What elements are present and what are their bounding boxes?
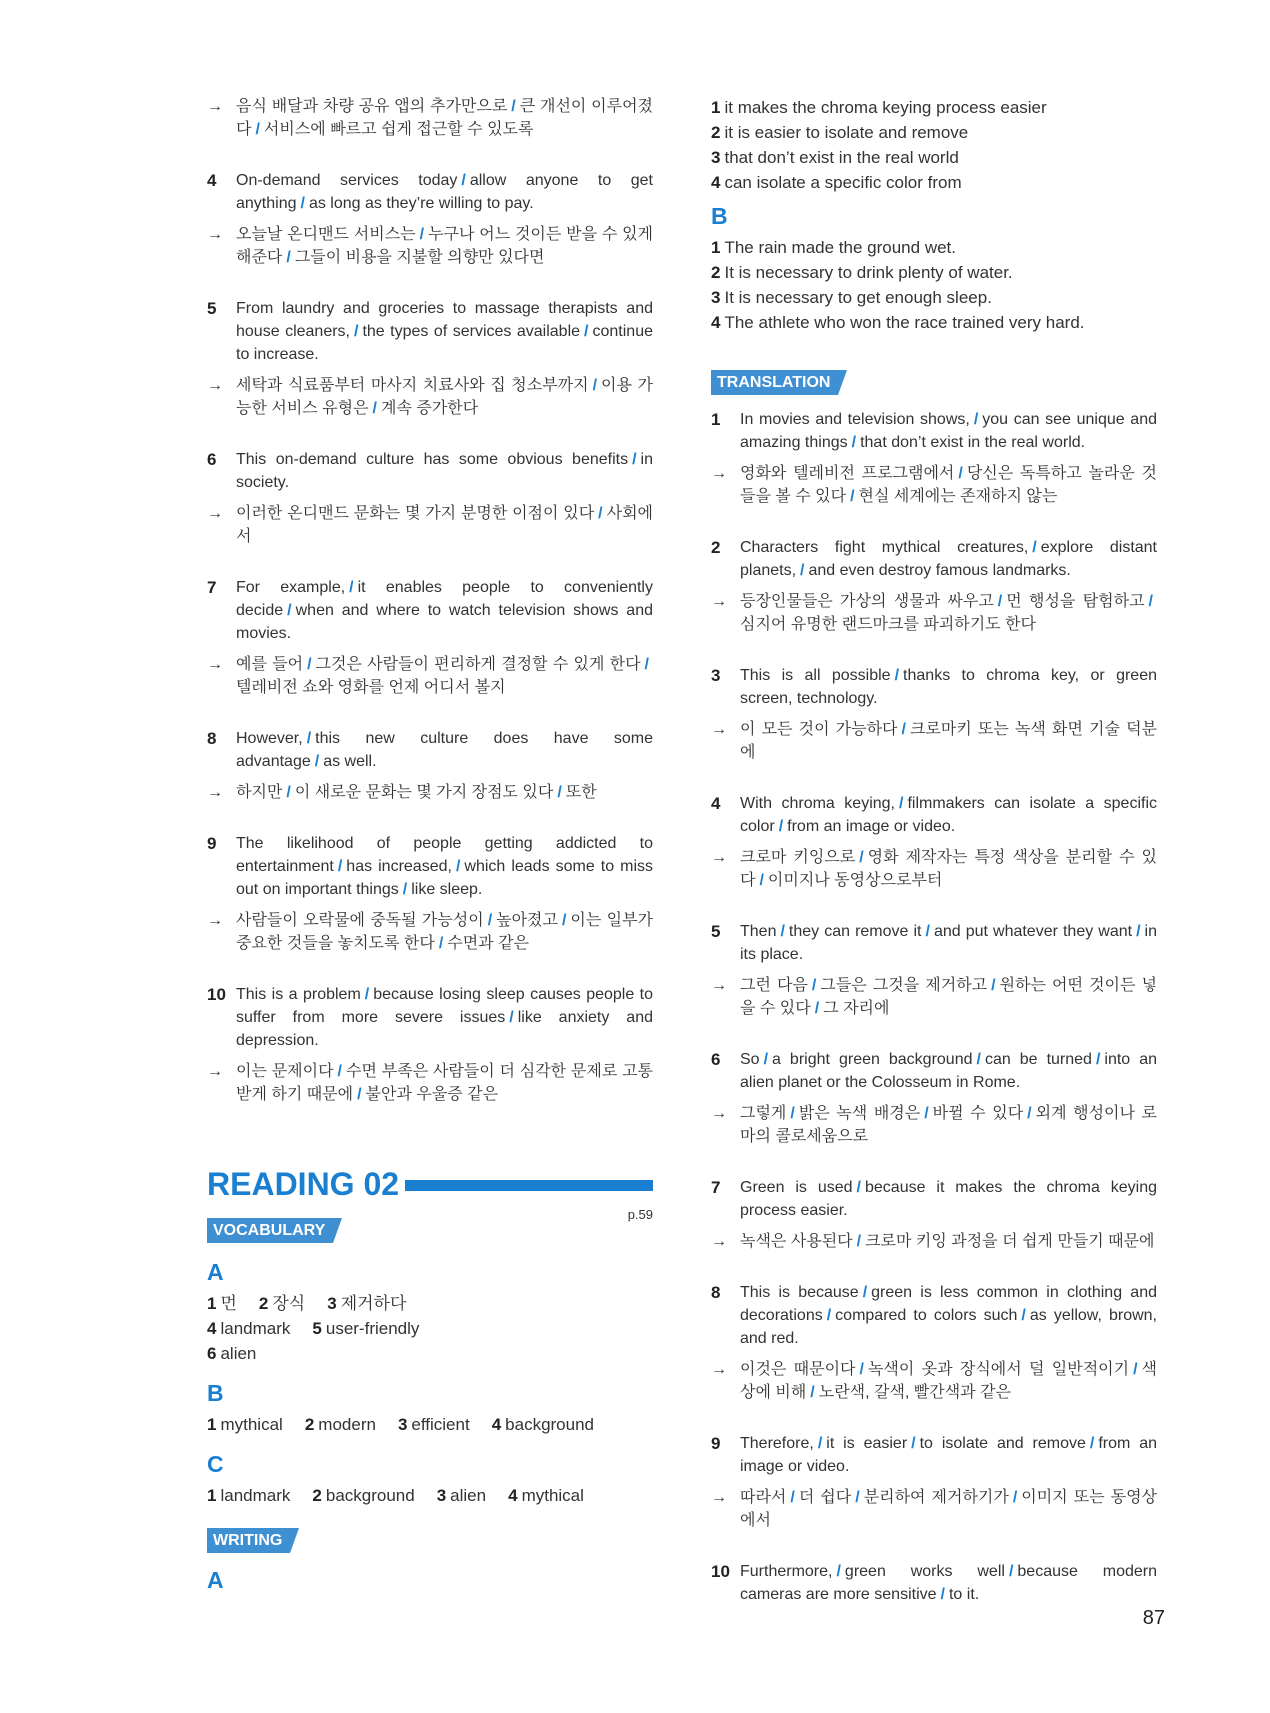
- answer-line: 4 The athlete who won the race trained very hard.: [711, 313, 1085, 332]
- slash-separator: /: [778, 818, 784, 835]
- korean-translation: → 이러한 온디맨드 문화는 몇 가지 분명한 이점이 있다 / 사회에서: [207, 502, 653, 548]
- slash-separator: /: [790, 1489, 795, 1506]
- korean-translation: → 그렇게 / 밝은 녹색 배경은 / 바뀔 수 있다 / 외계 행성이나 로마의 콜로세움으로: [711, 1102, 1157, 1148]
- slash-separator: /: [1089, 1435, 1095, 1452]
- answer-line: 2 it is easier to isolate and remove: [711, 123, 969, 142]
- slash-separator: /: [763, 1051, 769, 1068]
- slash-separator: /: [991, 977, 996, 994]
- vocab-a-row: [207, 1291, 653, 1341]
- vocab-c-heading: C: [207, 1451, 224, 1477]
- left-translation-list: [207, 95, 653, 1106]
- vocab-b-row: [207, 1412, 653, 1437]
- slash-separator: /: [973, 411, 979, 428]
- slash-separator: /: [354, 323, 359, 340]
- slash-separator: /: [859, 1361, 864, 1378]
- slash-separator: /: [306, 730, 312, 747]
- writing-b-heading: B: [711, 203, 728, 229]
- slash-separator: /: [924, 1105, 929, 1122]
- item-number: 10: [207, 985, 226, 1004]
- slash-separator: /: [899, 795, 904, 812]
- vocab-answer: 1 먼: [207, 1294, 237, 1313]
- slash-separator: /: [632, 451, 637, 468]
- slash-separator: /: [997, 593, 1003, 610]
- vocab-answer: 1 mythical: [207, 1415, 283, 1434]
- slash-separator: /: [286, 249, 291, 266]
- arrow-icon: →: [207, 656, 223, 673]
- korean-translation: → 영화와 텔레비전 프로그램에서 / 당신은 독특하고 놀라운 것들을 볼 수 있다 / 현실 세계에는 존재하지 않는: [711, 462, 1157, 508]
- vocab-answer: 4 landmark: [207, 1319, 291, 1338]
- item-number: 7: [711, 1178, 721, 1197]
- writing-b-answers: [711, 235, 1157, 335]
- slash-separator: /: [286, 784, 291, 801]
- sentence-item: [711, 1560, 1157, 1606]
- arrow-icon: →: [711, 721, 727, 738]
- arrow-icon: →: [207, 1063, 223, 1080]
- english-sentence: This is a problem / because losing sleep causes people to suffer from more severe issues / like anxiety and depression.: [236, 986, 654, 1049]
- slash-separator: /: [759, 872, 764, 889]
- sentence-item: [711, 536, 1157, 636]
- item-number: 9: [207, 834, 217, 853]
- slash-separator: /: [337, 858, 343, 875]
- slash-separator: /: [561, 912, 567, 929]
- vocab-answer: 6 alien: [207, 1344, 257, 1363]
- slash-separator: /: [1148, 593, 1153, 610]
- slash-separator: /: [851, 434, 857, 451]
- slash-separator: /: [644, 656, 649, 673]
- slash-separator: /: [911, 1435, 916, 1452]
- korean-translation: → 하지만 / 이 새로운 문화는 몇 가지 장점도 있다 / 또한: [207, 781, 653, 804]
- item-number: 1: [711, 410, 721, 429]
- korean-translation: → 이는 문제이다 / 수면 부족은 사람들이 더 심각한 문제로 고통받게 하기 때문에 / 불안과 우울증 같은: [207, 1060, 653, 1106]
- page-reference: p.59: [627, 1207, 653, 1222]
- slash-separator: /: [598, 505, 603, 522]
- sentence-item: [711, 920, 1157, 1020]
- english-sentence: The likelihood of people getting addicted to entertainment / has increased, / which leads some to miss out on important things / like sleep.: [236, 835, 653, 898]
- sentence-item: [207, 832, 653, 955]
- answer-line: 3 It is necessary to get enough sleep.: [711, 288, 992, 307]
- arrow-icon: →: [711, 1361, 727, 1378]
- writing-a-heading: A: [207, 1567, 224, 1593]
- arrow-icon: →: [207, 226, 223, 243]
- page-number: 87: [1142, 1607, 1165, 1629]
- item-number: 10: [711, 1562, 730, 1581]
- vocab-answer: 3 제거하다: [327, 1294, 407, 1313]
- answer-line: 1 The rain made the ground wet.: [711, 238, 956, 257]
- slash-separator: /: [894, 667, 900, 684]
- title-bar: [405, 1180, 653, 1191]
- sentence-item: [711, 1048, 1157, 1148]
- english-sentence: So / a bright green background / can be turned / into an alien planet or the Colosseum in Rome.: [740, 1051, 1158, 1091]
- korean-translation: → 크로마 키잉으로 / 영화 제작자는 특정 색상을 분리할 수 있다 / 이미지나 동영상으로부터: [711, 846, 1157, 892]
- left-column: [207, 95, 653, 1599]
- vocab-a-row-2: [207, 1341, 653, 1366]
- sentence-item: [711, 1176, 1157, 1253]
- slash-separator: /: [461, 172, 466, 189]
- slash-separator: /: [836, 1563, 841, 1580]
- slash-separator: /: [455, 858, 461, 875]
- slash-separator: /: [364, 986, 370, 1003]
- item-number: 8: [711, 1283, 721, 1302]
- slash-separator: /: [814, 1000, 820, 1017]
- sentence-item: [207, 727, 653, 804]
- vocab-answer: 2 background: [312, 1486, 415, 1505]
- sentence-item: [711, 408, 1157, 508]
- slash-separator: /: [419, 226, 425, 243]
- answer-number: 3: [711, 288, 721, 307]
- item-number: 4: [207, 171, 217, 190]
- arrow-icon: →: [711, 1233, 727, 1250]
- arrow-icon: →: [711, 1489, 727, 1506]
- right-column: [711, 95, 1157, 1606]
- sentence-item: [207, 95, 653, 141]
- korean-translation: → 음식 배달과 차량 공유 앱의 추가만으로 / 큰 개선이 이루어졌다 / 서비스에 빠르고 쉽게 접근할 수 있도록: [207, 95, 653, 141]
- english-sentence: Therefore, / it is easier / to isolate and remove / from an image or video.: [740, 1435, 1157, 1475]
- vocab-b-heading: B: [207, 1380, 224, 1406]
- english-sentence: However, / this new culture does have some advantage / as well.: [236, 730, 653, 770]
- answer-line: 1 it makes the chroma keying process easier: [711, 98, 1047, 117]
- slash-separator: /: [1012, 1489, 1018, 1506]
- slash-separator: /: [592, 377, 598, 394]
- english-sentence: In movies and television shows, / you can see unique and amazing things / that don’t exist in the real world.: [740, 411, 1157, 451]
- korean-translation: → 녹색은 사용된다 / 크로마 키잉 과정을 더 쉽게 만들기 때문에: [711, 1230, 1157, 1253]
- korean-translation: → 따라서 / 더 쉽다 / 분리하여 제거하기가 / 이미지 또는 동영상에서: [711, 1486, 1157, 1532]
- slash-separator: /: [811, 977, 817, 994]
- vocab-answer: 5 user-friendly: [312, 1319, 420, 1338]
- right-translation-list: [711, 408, 1157, 1606]
- korean-translation: → 예를 들어 / 그것은 사람들이 편리하게 결정할 수 있게 한다 /텔레비전 쇼와 영화를 언제 어디서 볼지: [207, 653, 653, 699]
- item-number: 9: [711, 1434, 721, 1453]
- vocab-c-row: [207, 1483, 653, 1508]
- item-number: 6: [207, 450, 217, 469]
- slash-separator: /: [826, 1307, 832, 1324]
- korean-translation: → 오늘날 온디맨드 서비스는 / 누구나 어느 것이든 받을 수 있게 해준다 / 그들이 비용을 지불할 의향만 있다면: [207, 223, 653, 269]
- slash-separator: /: [862, 1284, 868, 1301]
- answer-number: 1: [711, 98, 721, 117]
- korean-translation: → 등장인물들은 가상의 생물과 싸우고 / 먼 행성을 탐험하고 /심지어 유명한 랜드마크를 파괴하기도 한다: [711, 590, 1157, 636]
- slash-separator: /: [337, 1063, 342, 1080]
- slash-separator: /: [438, 935, 444, 952]
- sentence-item: [207, 983, 653, 1106]
- slash-separator: /: [859, 849, 864, 866]
- slash-separator: /: [287, 602, 292, 619]
- arrow-icon: →: [711, 593, 727, 610]
- sentence-item: [711, 1281, 1157, 1404]
- answer-line: 4 can isolate a specific color from: [711, 173, 962, 192]
- slash-separator: /: [976, 1051, 981, 1068]
- slash-separator: /: [1032, 539, 1037, 556]
- slash-separator: /: [850, 488, 855, 505]
- arrow-icon: →: [711, 1105, 727, 1122]
- slash-separator: /: [314, 753, 320, 770]
- slash-separator: /: [940, 1586, 945, 1603]
- arrow-icon: →: [207, 377, 223, 394]
- sentence-item: [207, 576, 653, 699]
- item-number: 2: [711, 538, 721, 557]
- korean-translation: → 그런 다음 / 그들은 그것을 제거하고 / 원하는 어떤 것이든 넣을 수 있다 / 그 자리에: [711, 974, 1157, 1020]
- translation-tag: TRANSLATION: [711, 370, 838, 395]
- sentence-item: [207, 297, 653, 420]
- slash-separator: /: [357, 1086, 362, 1103]
- slash-separator: /: [300, 195, 305, 212]
- vocab-answer: 1 landmark: [207, 1486, 291, 1505]
- slash-separator: /: [1133, 1361, 1138, 1378]
- slash-separator: /: [349, 579, 354, 596]
- slash-separator: /: [925, 923, 930, 940]
- slash-separator: /: [810, 1384, 815, 1401]
- slash-separator: /: [557, 784, 562, 801]
- english-sentence: Characters fight mythical creatures, / explore distant planets, / and even destroy famous landmarks.: [740, 539, 1158, 579]
- sentence-item: [207, 448, 653, 548]
- vocab-answer: 3 alien: [436, 1486, 487, 1505]
- slash-separator: /: [817, 1435, 823, 1452]
- english-sentence: This is because / green is less common in clothing and decorations / compared to colors such / as yellow, brown, and red.: [740, 1284, 1157, 1347]
- slash-separator: /: [509, 1009, 514, 1026]
- arrow-icon: →: [207, 505, 223, 522]
- slash-separator: /: [402, 881, 408, 898]
- arrow-icon: →: [711, 977, 727, 994]
- answer-number: 1: [711, 238, 721, 257]
- writing-a-answers: [711, 95, 1157, 195]
- slash-separator: /: [790, 1105, 795, 1122]
- arrow-icon: →: [711, 849, 727, 866]
- english-sentence: Furthermore, / green works well / because modern cameras are more sensitive / to it.: [740, 1563, 1158, 1603]
- english-sentence: This is all possible / thanks to chroma key, or green screen, technology.: [740, 667, 1158, 707]
- vocab-answer: 2 modern: [304, 1415, 376, 1434]
- arrow-icon: →: [207, 912, 223, 929]
- korean-translation: → 이 모든 것이 가능하다 / 크로마키 또는 녹색 화면 기술 덕분에: [711, 718, 1157, 764]
- english-sentence: From laundry and groceries to massage therapists and house cleaners, / the types of services available / continue to increase.: [236, 300, 653, 363]
- slash-separator: /: [1095, 1051, 1101, 1068]
- slash-separator: /: [958, 465, 963, 482]
- sentence-item: [711, 664, 1157, 764]
- answer-number: 4: [711, 173, 721, 192]
- item-number: 5: [711, 922, 721, 941]
- item-number: 7: [207, 578, 217, 597]
- korean-translation: → 사람들이 오락물에 중독될 가능성이 / 높아졌고 / 이는 일부가 중요한 것들을 놓치도록 한다 / 수면과 같은: [207, 909, 653, 955]
- item-number: 5: [207, 299, 217, 318]
- english-sentence: For example, / it enables people to conveniently decide / when and where to watch television shows and movies.: [236, 579, 653, 642]
- answer-number: 3: [711, 148, 721, 167]
- vocab-answer: 4 mythical: [508, 1486, 584, 1505]
- answer-number: 2: [711, 263, 721, 282]
- english-sentence: This on-demand culture has some obvious benefits / in society.: [236, 451, 653, 491]
- answer-number: 2: [711, 123, 721, 142]
- vocab-answer: 2 장식: [258, 1294, 306, 1313]
- writing-tag: WRITING: [207, 1528, 290, 1553]
- arrow-icon: →: [207, 98, 223, 115]
- item-number: 3: [711, 666, 721, 685]
- item-number: 4: [711, 794, 721, 813]
- answer-line: 2 It is necessary to drink plenty of water.: [711, 263, 1013, 282]
- slash-separator: /: [1027, 1105, 1032, 1122]
- slash-separator: /: [1136, 923, 1141, 940]
- slash-separator: /: [487, 912, 493, 929]
- slash-separator: /: [856, 1179, 861, 1196]
- slash-separator: /: [584, 323, 589, 340]
- vocabulary-tag: VOCABULARY: [207, 1218, 333, 1243]
- english-sentence: On-demand services today / allow anyone to get anything / as long as they’re willing to pay.: [236, 172, 653, 212]
- korean-translation: → 세탁과 식료품부터 마사지 치료사와 집 청소부까지 / 이용 가능한 서비스 유형은 / 계속 증가한다: [207, 374, 653, 420]
- slash-separator: /: [255, 121, 260, 138]
- slash-separator: /: [855, 1489, 860, 1506]
- slash-separator: /: [372, 400, 377, 417]
- english-sentence: With chroma keying, / filmmakers can isolate a specific color / from an image or video.: [740, 795, 1157, 835]
- answer-line: 3 that don’t exist in the real world: [711, 148, 959, 167]
- item-number: 8: [207, 729, 217, 748]
- answer-number: 4: [711, 313, 721, 332]
- slash-separator: /: [511, 98, 516, 115]
- slash-separator: /: [856, 1233, 862, 1250]
- vocab-answer: 3 efficient: [397, 1415, 470, 1434]
- arrow-icon: →: [207, 784, 223, 801]
- sentence-item: [711, 792, 1157, 892]
- korean-translation: → 이것은 때문이다 / 녹색이 옷과 장식에서 덜 일반적이기 / 색상에 비해 / 노란색, 갈색, 빨간색과 같은: [711, 1358, 1157, 1404]
- item-number: 6: [711, 1050, 721, 1069]
- slash-separator: /: [901, 721, 906, 738]
- sentence-item: [207, 169, 653, 269]
- section-title: READING 02: [207, 1166, 400, 1202]
- vocab-a-heading: A: [207, 1259, 224, 1285]
- reading-02-header: [207, 1165, 653, 1222]
- slash-separator: /: [800, 562, 805, 579]
- slash-separator: /: [1021, 1307, 1026, 1324]
- vocab-answer: 4 background: [491, 1415, 594, 1434]
- arrow-icon: →: [711, 465, 727, 482]
- slash-separator: /: [307, 656, 312, 673]
- english-sentence: Then / they can remove it / and put whatever they want / in its place.: [740, 923, 1157, 963]
- english-sentence: Green is used / because it makes the chroma keying process easier.: [740, 1179, 1158, 1219]
- slash-separator: /: [1008, 1563, 1014, 1580]
- sentence-item: [711, 1432, 1157, 1532]
- slash-separator: /: [780, 923, 785, 940]
